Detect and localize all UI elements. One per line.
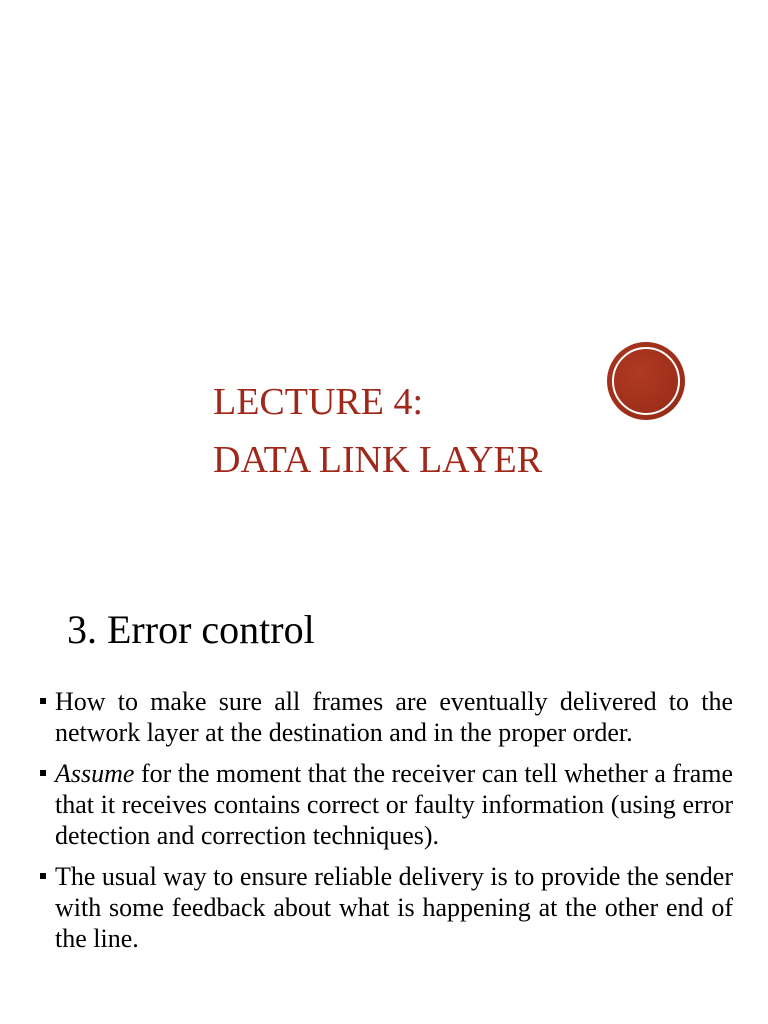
lecture-title-line1: LECTURE 4: — [213, 381, 424, 423]
bullet-item — [0, 758, 733, 851]
bullet-square-icon — [40, 873, 46, 879]
bullet-text — [55, 759, 733, 850]
lecture-title-line2: DATA LINK LAYER — [213, 439, 543, 481]
bullet-square-icon — [40, 698, 46, 704]
bullet-text: The usual way to ensure reliable delivery is to provide the sender with some feedback about what is happening at the other end of the line. — [55, 862, 733, 953]
bullet-text-rest: for the moment that the receiver can tell whether a frame that it receives contains correct or faulty information (using error detection and correction techniques). — [55, 759, 733, 850]
content-slide — [0, 592, 768, 1024]
circle-decoration-icon — [607, 342, 685, 420]
bullet-emphasis: Assume — [55, 759, 135, 788]
bullet-list — [0, 686, 768, 964]
lecture-title — [213, 373, 542, 489]
section-heading: 3. Error control — [67, 607, 315, 652]
bullet-item — [0, 686, 733, 748]
bullet-text: How to make sure all frames are eventually delivered to the network layer at the destination and in the proper order. — [55, 687, 733, 747]
bullet-item — [0, 861, 733, 954]
bullet-square-icon — [40, 770, 46, 776]
